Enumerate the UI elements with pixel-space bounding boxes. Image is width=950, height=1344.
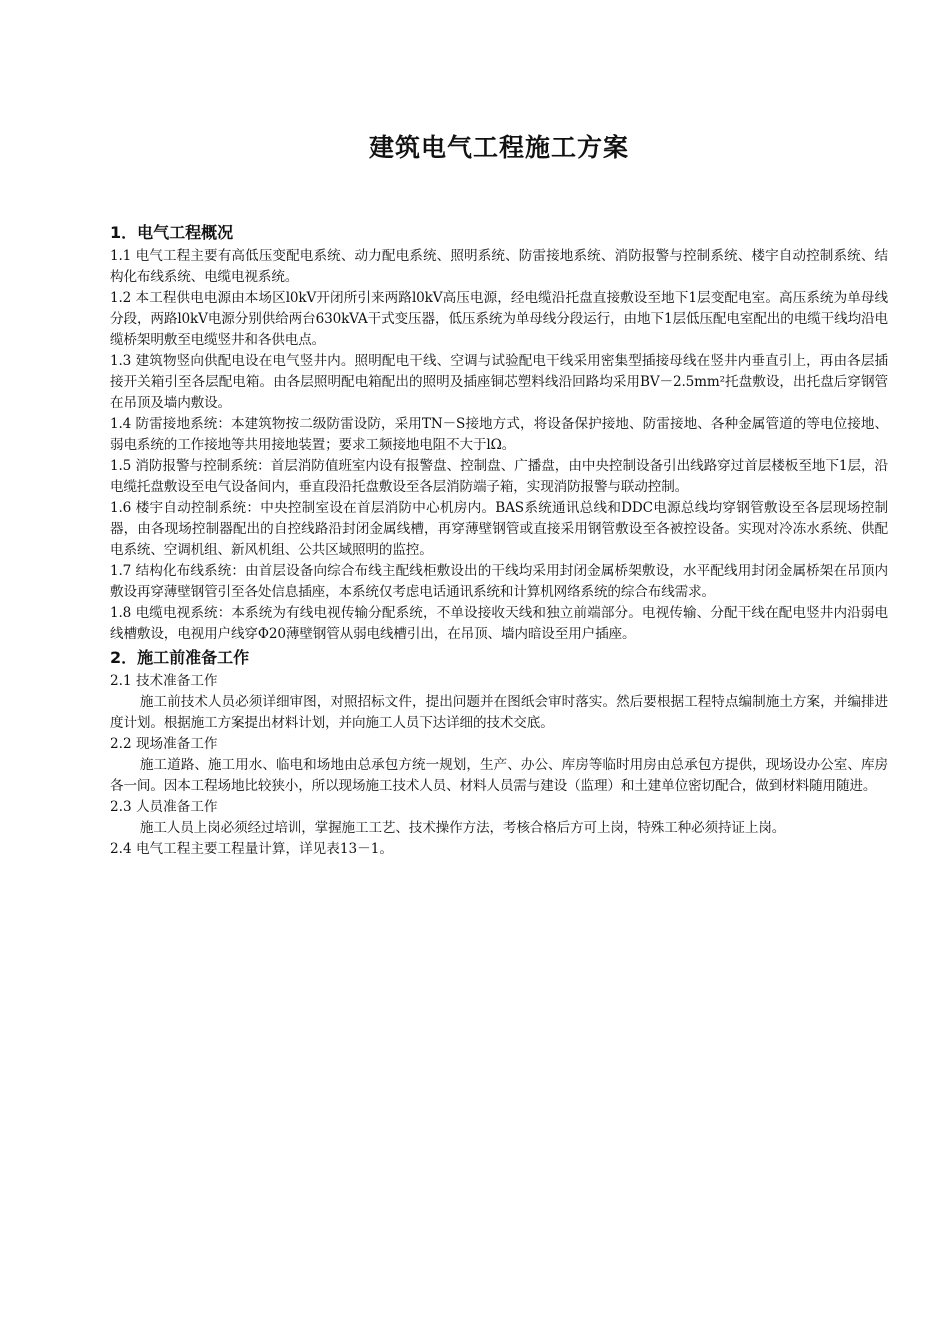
paragraph: 施工前技术人员必须详细审图，对照招标文件，提出问题并在图纸会审时落实。然后要根据工程特点编制施土方案，并编排进度计划。根据施工方案提出材料计划，并向施工人员下达详细的技术交底。 [110,694,888,731]
paragraph: 1.3 建筑物竖向供配电设在电气竖井内。照明配电干线、空调与试验配电干线采用密集型插接母线在竖井内垂直引上，再由各层插接开关箱引至各层配电箱。由各层照明配电箱配出的照明及插座铜芯塑料线沿回路均采用BV－2.5mm²托盘敷设，出托盘后穿钢管在吊顶及墙内敷设。 [110,353,888,411]
paragraph: 1.7 结构化布线系统：由首层设备向综合布线主配线柜敷设出的干线均采用封闭金属桥架敷设，水平配线用封闭金属桥架在吊顶内敷设再穿薄壁钢管引至各处信息插座，本系统仅考虑电话通讯系统和计算机网络系统的综合布线需求。 [110,563,888,600]
subsection-heading: 2.1 技术准备工作 [110,673,218,689]
subsection-heading: 2.3 人员准备工作 [110,799,218,815]
paragraph: 1.4 防雷接地系统：本建筑物按二级防雷设防，采用TN－S接地方式，将设备保护接地、防雷接地、各种金属管道的等电位接地、弱电系统的工作接地等共用接地装置；要求工频接地电阻不大于lΩ。 [110,416,888,453]
subsection-heading: 2.2 现场准备工作 [110,736,218,752]
section-heading: 2．施工前准备工作 [110,648,250,667]
document-title: 建筑电气工程施工方案 [368,133,629,162]
section-1 [110,220,888,645]
paragraph: 施工人员上岗必须经过培训，掌握施工工艺、技术操作方法，考核合格后方可上岗，特殊工种必须持证上岗。 [139,820,786,836]
section-heading: 1．电气工程概况 [110,223,234,242]
paragraph: 1.8 电缆电视系统：本系统为有线电视传输分配系统，不单设接收天线和独立前端部分。电视传输、分配干线在配电竖井内沿弱电线槽敷设，电视用户线穿Φ20薄壁钢管从弱电线槽引出，在吊顶、墙内暗设至用户插座。 [110,605,888,642]
paragraph: 1.5 消防报警与控制系统：首层消防值班室内设有报警盘、控制盘、广播盘，由中央控制设备引出线路穿过首层楼板至地下1层，沿电缆托盘敷设至电气设备间内，垂直段沿托盘敷设至各层消防端子箱，实现消防报警与联动控制。 [110,458,888,495]
paragraph: 1.1 电气工程主要有高低压变配电系统、动力配电系统、照明系统、防雷接地系统、消防报警与控制系统、楼宇自动控制系统、结构化布线系统、电缆电视系统。 [110,248,888,285]
paragraph: 1.2 本工程供电电源由本场区l0kV开闭所引来两路l0kV高压电源，经电缆沿托盘直接敷设至地下1层变配电室。高压系统为单母线分段，两路l0kV电源分别供给两台630kVA干式变压器，低压系统为单母线分段运行，由地下1层低压配电室配出的电缆干线均沿电缆桥架明敷至电缆竖井和各供电点。 [110,290,888,348]
paragraph: 施工道路、施工用水、临电和场地由总承包方统一规划，生产、办公、库房等临时用房由总承包方提供，现场设办公室、库房各一间。因本工程场地比较狭小，所以现场施工技术人员、材料人员需与建设（监理）和土建单位密切配合，做到材料随用随进。 [110,757,888,794]
section-2 [110,645,888,860]
paragraph: 1.6 楼宇自动控制系统：中央控制室设在首层消防中心机房内。BAS系统通讯总线和DDC电源总线均穿钢管敷设至各层现场控制器，由各现场控制器配出的自控线路沿封闭金属线槽，再穿薄壁钢管或直接采用钢管敷设至各被控设备。实现对冷冻水系统、供配电系统、空调机组、新风机组、公共区域照明的监控。 [110,500,888,558]
subsection-heading: 2.4 电气工程主要工程量计算，详见表13－1。 [110,841,393,857]
document-body [110,220,888,860]
